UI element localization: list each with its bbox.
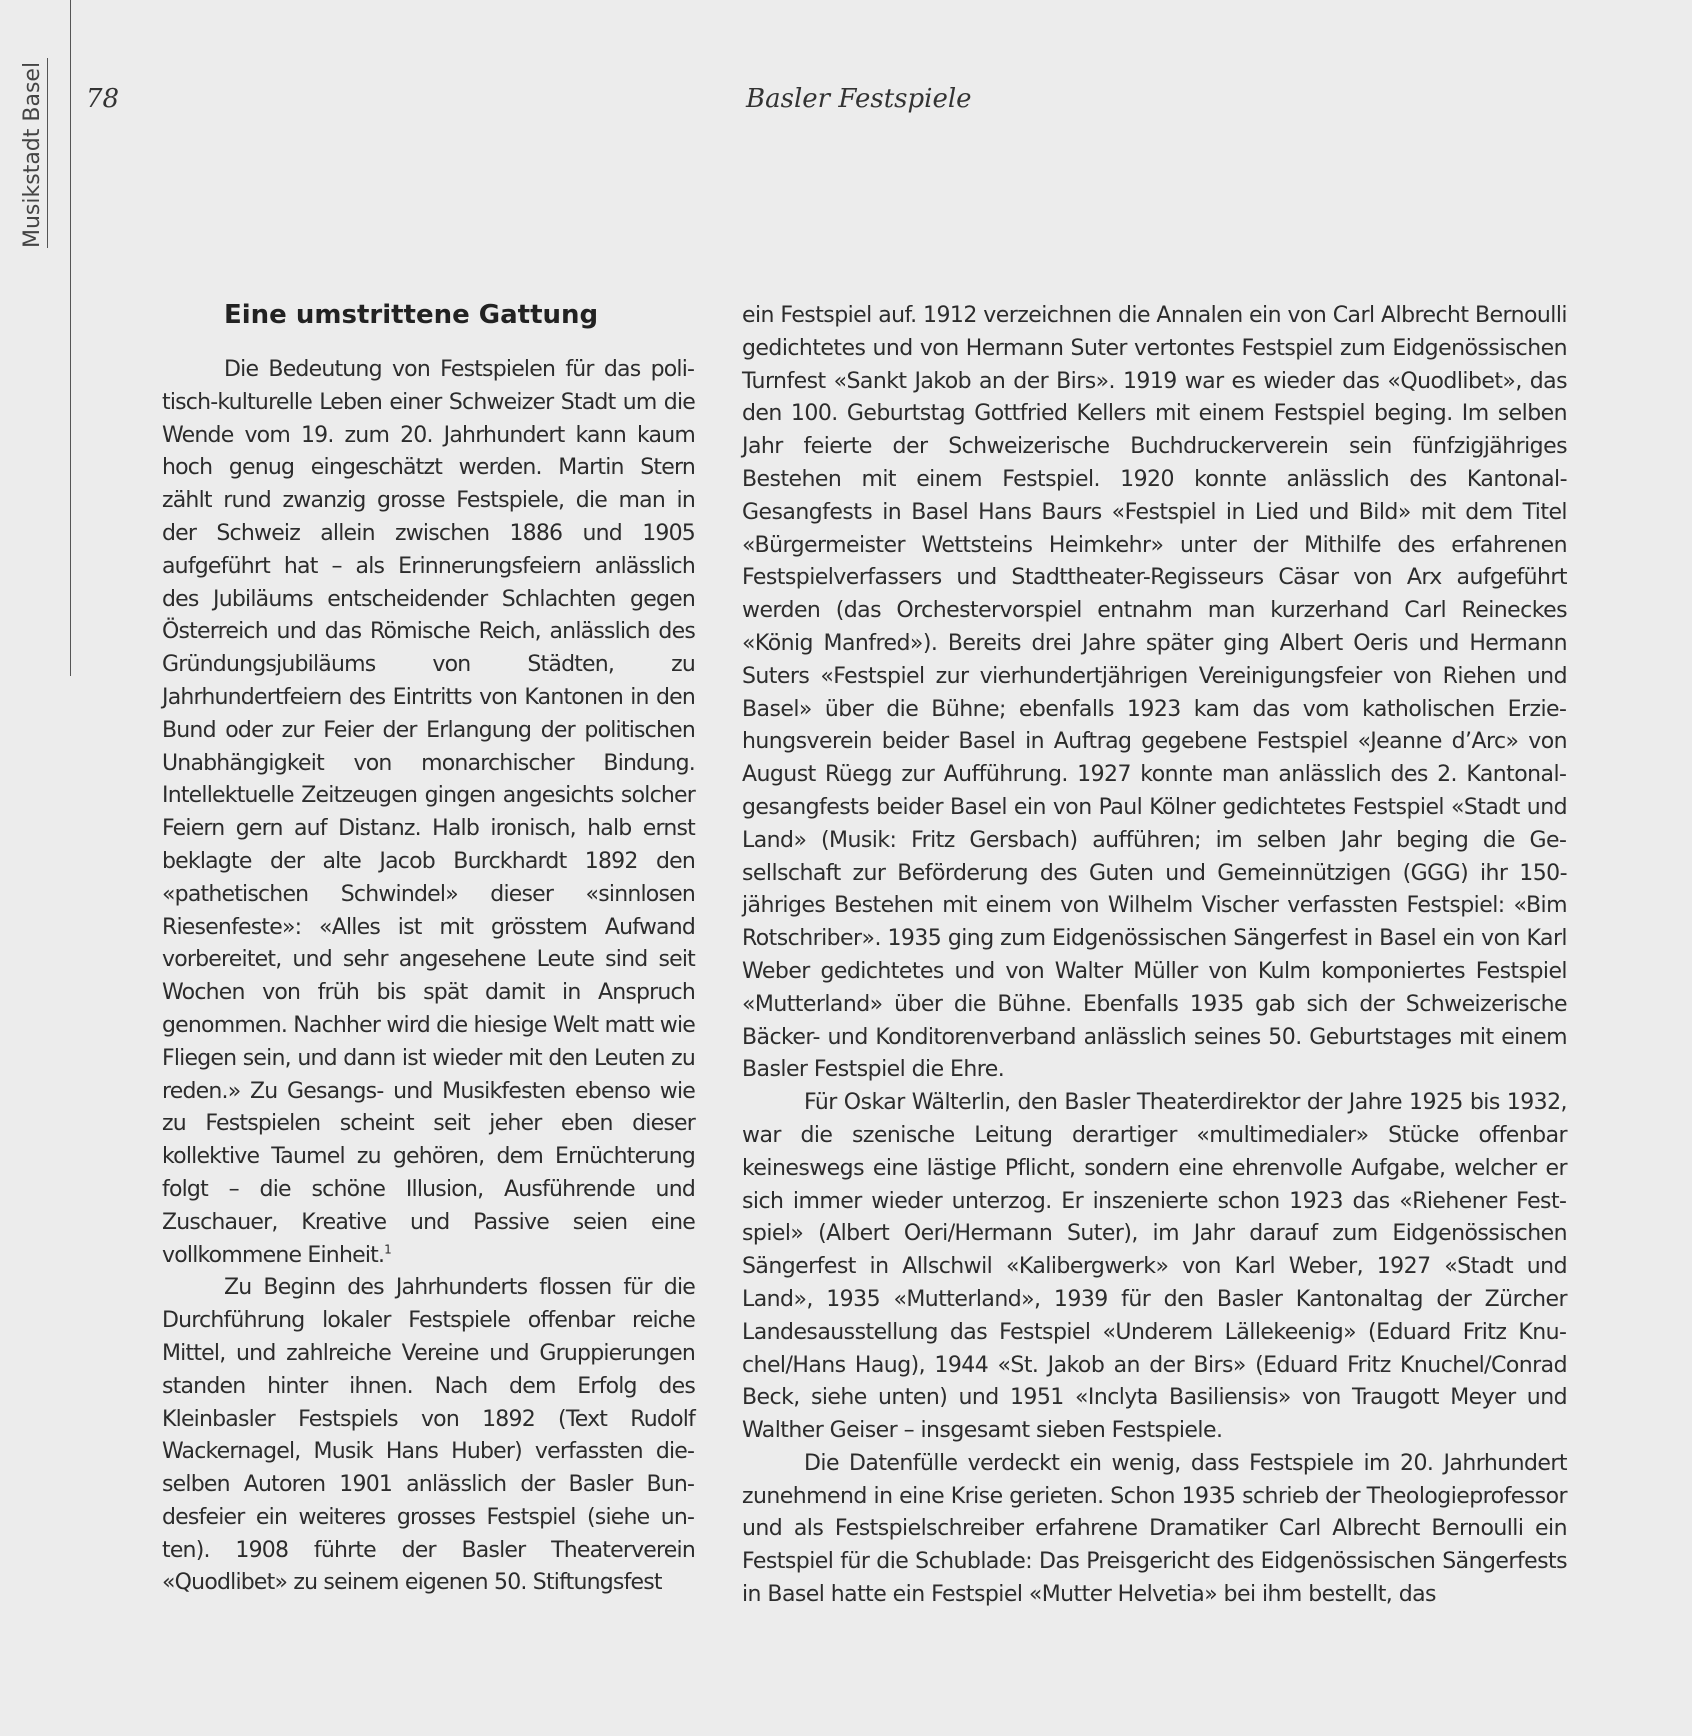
- left-column: [162, 298, 695, 1600]
- paragraph: Die Datenfülle verdeckt ein wenig, dass Festspiele im 20. Jahrhundert zunehmend in eine Krise gerieten. Schon 1935 schrieb der Theologieprofessor und als Festspielschreiber erfahrene Dramatiker Carl Albrecht Bernoulli ein Festspiel für die Schublade: Das Preisgericht des Eidgenössischen Sängerfests in Basel hatte ein Festspiel «Mutter Helvetia» bei ihm bestellt, das: [742, 1450, 1567, 1608]
- section-heading: Eine umstrittene Gattung: [224, 300, 599, 330]
- section-side-label: Musikstadt Basel: [20, 58, 48, 248]
- right-column: [742, 300, 1567, 1612]
- footnote-mark: 1: [384, 1242, 391, 1257]
- paragraph: ein Festspiel auf. 1912 verzeichnen die Annalen ein von Carl Albrecht Bernoulli gedichtetes und von Hermann Suter vertontes Festspiel zum Eidgenössischen Turnfest «Sankt Jakob an der Birs». 1919 war es wieder das «Quodlibet», das den 100. Geburtstag Gottfried Kellers mit einem Festspiel beging. Im selben Jahr feierte der Schweizerische Buchdruckerverein sein fünfzigjähriges Bestehen mit einem Festspiel. 1920 konnte anlässlich des Kantonal-Gesangfests in Basel Hans Baurs «Festspiel in Lied und Bild» mit dem Titel «Bürgermeister Wettsteins Heimkehr» unter der Mithilfe des erfahrenen Festspielverfassers und Stadttheater-Regisseurs Cäsar von Arx aufgeführt werden (das Orchestervorspiel entnahm man kurzerhand Carl Reineckes «König Manfred»). Bereits drei Jahre später ging Albert Oeris und Hermann Suters «Festspiel zur vierhundertjährigen Vereinigungsfeier von Riehen und Basel» über die Bühne; ebenfalls 1923 kam das vom katholischen Erziehungsverein beider Basel in Auftrag gegebene Festspiel «Jeanne d’Arc» von August Rüegg zur Aufführung. 1927 konnte man anlässlich des 2. Kantonalgesangfests beider Basel ein von Paul Kölner gedichtetes Festspiel «Stadt und Land» (Musik: Fritz Gersbach) aufführen; im selben Jahr beging die Gesellschaft zur Beförderung des Guten und Gemeinnützigen (GGG) ihr 150-jähriges Bestehen mit einem von Wilhelm Vischer verfassten Festspiel: «Bim Rotschriber». 1935 ging zum Eidgenössischen Sängerfest in Basel ein von Karl Weber gedichtetes und von Walter Müller von Kulm komponiertes Festspiel «Mutterland» über die Bühne. Ebenfalls 1935 gab sich der Schweizerische Bäcker- und Konditorenverband anlässlich seines 50. Geburtstages mit einem Basler Festspiel die Ehre.: [742, 303, 1567, 1083]
- paragraph: Zu Beginn des Jahrhunderts flossen für die Durchführung lokaler Festspiele offenbar reiche Mittel, und zahlreiche Vereine und Gruppierungen standen hinter ihnen. Nach dem Erfolg des Kleinbasler Festspiels von 1892 (Text Rudolf Wackernagel, Musik Hans Huber) verfassten dieselben Autoren 1901 anlässlich der Basler Bundesfeier ein weiteres grosses Festspiel (siehe unten). 1908 führte der Basler Theaterverein «Quodlibet» zu seinem eigenen 50. Stiftungsfest: [162, 1275, 695, 1596]
- paragraph-text: Die Bedeutung von Festspielen für das politisch-kulturelle Leben einer Schweizer Stadt um die Wende vom 19. zum 20. Jahrhundert kann kaum hoch genug eingeschätzt werden. Martin Stern zählt rund zwanzig grosse Festspiele, die man in der Schweiz allein zwischen 1886 und 1905 aufgeführt hat – als Erinnerungsfeiern anlässlich des Jubiläums entscheidender Schlachten gegen Österreich und das Römische Reich, anlässlich des Gründungsjubiläums von Städten, zu Jahrhundertfeiern des Eintritts von Kantonen in den Bund oder zur Feier der Erlangung der politischen Unabhängigkeit von monarchischer Bindung. Intellektuelle Zeitzeugen gingen angesichts solcher Feiern gern auf Distanz. Halb ironisch, halb ernst beklagte der alte Jacob Burckhardt 1892 den «pathetischen Schwindel» dieser «sinnlosen Riesenfeste»: «Alles ist mit grösstem Aufwand vorbereitet, und sehr angesehene Leute sind seit Wochen von früh bis spät damit in Anspruch genommen. Nachher wird die hiesige Welt matt wie Fliegen sein, und dann ist wieder mit den Leuten zu reden.» Zu Gesangs- und Musikfesten ebenso wie zu Festspielen scheint seit jeher eben dieser kollektive Taumel zu gehören, dem Ernüchterung folgt – die schöne Illusion, Ausführende und Zuschauer, Kreative und Passive seien eine vollkommene Einheit.: [162, 357, 695, 1268]
- paragraph: [162, 354, 695, 1272]
- margin-rule: [70, 0, 71, 676]
- paragraph: Für Oskar Wälterlin, den Basler Theaterdirektor der Jahre 1925 bis 1932, war die szenische Leitung derartiger «multimedialer» Stücke offenbar keineswegs eine lästige Pflicht, sondern eine ehrenvolle Aufgabe, welcher er sich immer wieder unterzog. Er inszenierte schon 1923 das «Riehener Festspiel» (Albert Oeri/Hermann Suter), im Jahr darauf zum Eidgenössischen Sängerfest in Allschwil «Kalibergwerk» von Karl Weber, 1927 «Stadt und Land», 1935 «Mutterland», 1939 für den Basler Kantonaltag der Zürcher Landesausstellung das Festspiel «Underem Lällekeenig» (Eduard Fritz Knuchel/Hans Haug), 1944 «St. Jakob an der Birs» (Eduard Fritz Knuchel/Conrad Beck, siehe unten) und 1951 «Inclyta Basiliensis» von Traugott Meyer und Walther Geiser – insgesamt sieben Festspiele.: [742, 1090, 1567, 1444]
- running-head: Basler Festspiele: [746, 84, 972, 114]
- page-number: 78: [86, 84, 120, 114]
